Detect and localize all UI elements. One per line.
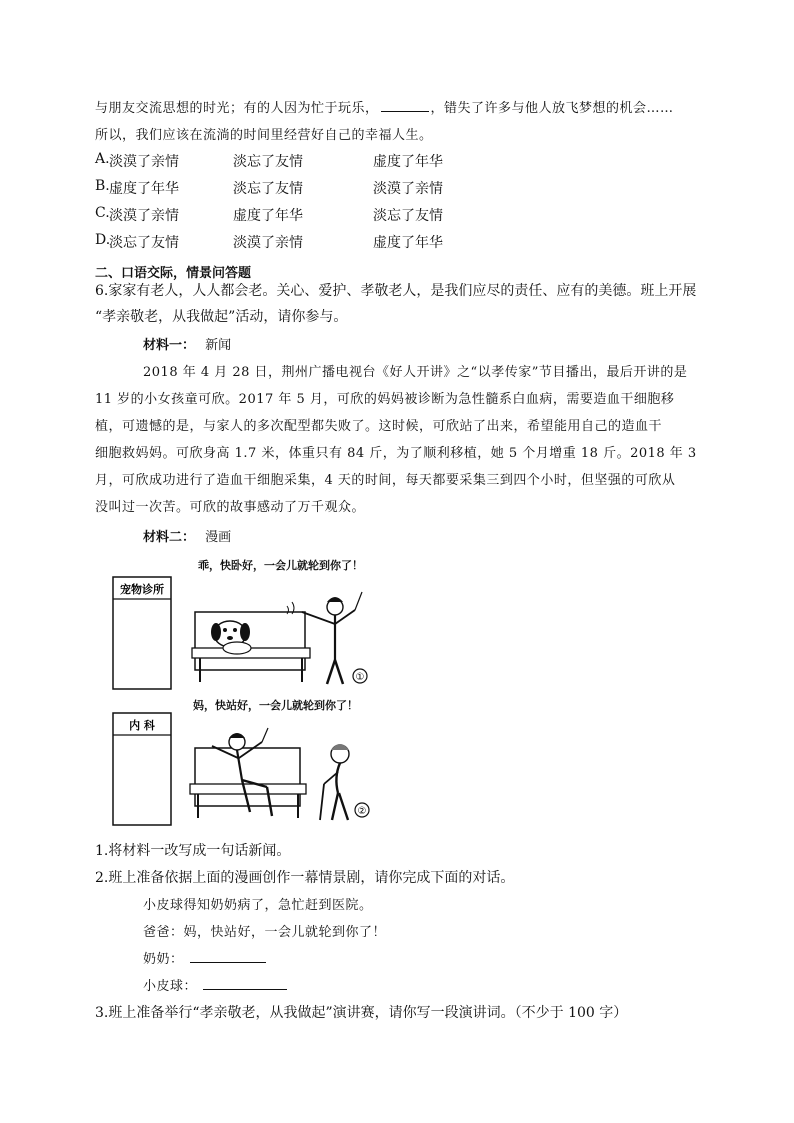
option-choice-1: 淡忘了友情: [109, 235, 179, 251]
material-1-line: 细胞救妈妈。可欣身高 1.7 米，体重只有 84 斤，为了顺利移植，她 5 个月增重 18 斤。2018 年 3: [95, 446, 697, 461]
option-choice-1: 虚度了年华: [109, 181, 179, 197]
material-1-line: 植，可遗憾的是，与家人的多次配型都失败了。这时候，可欣站了出来，希望能用自己的造血干: [95, 419, 663, 434]
dialog-line-3: [143, 948, 266, 967]
material-1-header: [143, 334, 231, 353]
grandma-answer-blank[interactable]: [190, 950, 266, 963]
option-choice-2: 虚度了年华: [233, 208, 303, 224]
panel-number: ②: [357, 806, 367, 817]
dialog-line-2: 爸爸：妈，快站好，一会儿就轮到你了！: [143, 925, 387, 940]
question-2: 2.班上准备依据上面的漫画创作一幕情景剧，请你完成下面的对话。: [95, 870, 515, 886]
option-letter: B.: [95, 178, 110, 194]
comic-panel-2: [112, 712, 374, 827]
dialog-speaker-grandma: 奶奶：: [143, 952, 184, 967]
material-2-type: 漫画: [205, 530, 232, 545]
option-choice-2: 淡漠了亲情: [233, 235, 303, 251]
option-letter: C.: [95, 205, 110, 221]
material-2-header: [143, 526, 231, 545]
xiaopiqiu-answer-blank[interactable]: [203, 977, 287, 990]
comic-panel-2-caption: 妈，快站好，一会儿就轮到你了！: [193, 699, 358, 712]
comic-panel-1: [112, 572, 374, 692]
intro-line-1a: 与朋友交流思想的时光；有的人因为忙于玩乐，: [95, 101, 379, 116]
material-2-label: 材料二：: [143, 530, 196, 545]
material-1-label: 材料一：: [143, 338, 196, 353]
question-6-line-2: “孝亲敬老，从我做起”活动，请你参与。: [95, 309, 348, 325]
question-3: 3.班上准备举行“孝亲敬老，从我做起”演讲赛，请你写一段演讲词。（不少于 100 字）: [95, 1005, 628, 1021]
material-1-line: 没叫过一次苦。可欣的故事感动了万千观众。: [95, 500, 366, 515]
answer-blank: [381, 99, 429, 112]
dialog-line-1: 小皮球得知奶奶病了，急忙赶到医院。: [143, 898, 373, 913]
option-choice-3: 虚度了年华: [373, 235, 443, 251]
intro-line-2: 所以，我们应该在流淌的时间里经营好自己的幸福人生。: [95, 128, 433, 143]
intro-line-1: [95, 97, 674, 116]
material-1-line: 月，可欣成功进行了造血干细胞采集，4 天的时间，每天都要采集三到四个小时，但坚强的可欣从: [95, 473, 676, 488]
dialog-line-4: [143, 975, 287, 994]
clinic-sign-text: 内 科: [129, 719, 155, 732]
clinic-sign-text: 宠物诊所: [120, 583, 164, 596]
option-choice-2: 淡忘了友情: [233, 154, 303, 170]
material-1-type: 新闻: [205, 338, 232, 353]
question-6-line-1: 6.家家有老人，人人都会老。关心、爱护、孝敬老人，是我们应尽的责任、应有的美德。班上开展: [95, 283, 697, 299]
panel-number: ①: [355, 672, 365, 683]
section-heading: 二、口语交际，情景问答题: [95, 266, 252, 281]
option-choice-3: 淡漠了亲情: [373, 181, 443, 197]
option-choice-1: 淡漠了亲情: [109, 208, 179, 224]
intro-line-1b: ，错失了许多与他人放飞梦想的机会……: [430, 101, 674, 116]
option-choice-3: 虚度了年华: [373, 154, 443, 170]
material-1-line: 2018 年 4 月 28 日，荆州广播电视台《好人开讲》之“以孝传家”节目播出，最后开讲的是: [143, 365, 688, 380]
option-choice-3: 淡忘了友情: [373, 208, 443, 224]
option-choice-1: 淡漠了亲情: [109, 154, 179, 170]
option-choice-2: 淡忘了友情: [233, 181, 303, 197]
comic-panel-1-caption: 乖，快卧好，一会儿就轮到你了！: [198, 559, 363, 572]
option-letter: A.: [95, 151, 110, 167]
option-letter: D.: [95, 232, 111, 248]
material-1-line: 11 岁的小女孩童可欣。2017 年 5 月，可欣的妈妈被诊断为急性髓系白血病，需要造血干细胞移: [95, 392, 675, 407]
question-1: 1.将材料一改写成一句话新闻。: [95, 843, 291, 859]
dialog-speaker-xiaopiqiu: 小皮球：: [143, 979, 198, 994]
